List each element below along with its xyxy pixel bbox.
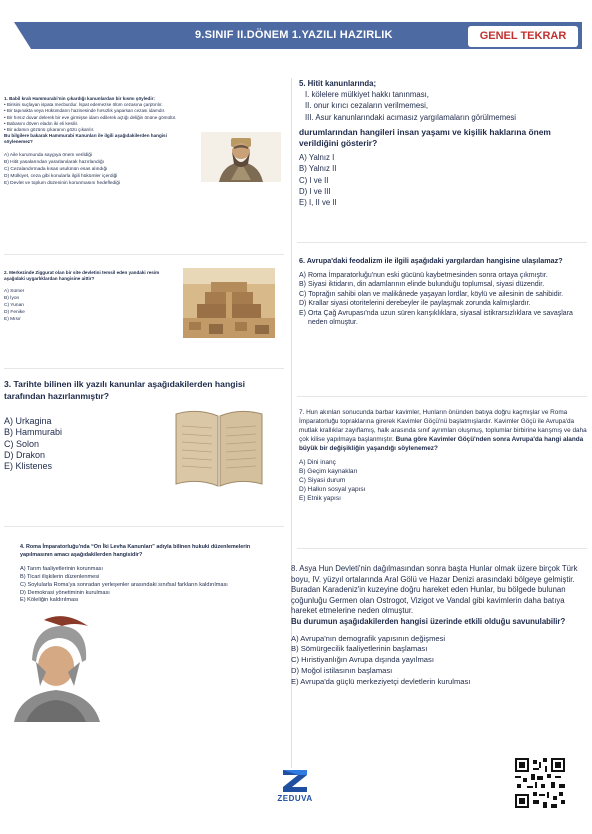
- option-d[interactable]: D) I ve III: [299, 186, 331, 196]
- q6-options: [299, 271, 585, 327]
- option-c[interactable]: C) Yunan: [4, 303, 24, 309]
- q1-question: Bu bilgilere bakarak Hammurabi Kanunları ile ilgili aşağıdakilerden hangisi söylenemez?: [4, 133, 167, 145]
- option-b[interactable]: B) Geçim kaynakları: [299, 467, 358, 475]
- option-a[interactable]: A) Aile kurumunda saygıya önem verildiği: [4, 152, 92, 158]
- list-item: • Bir hırsız duvar delerek bir eve girmişse idam edilerek açtığı deliğin önüne gömülür.: [4, 115, 190, 121]
- list-item: II. onur kırıcı cezaların verilmemesi,: [305, 101, 429, 111]
- hammurabi-illustration: [201, 132, 281, 182]
- option-a[interactable]: A) Avrupa'nın demografik yapısının değişmesi: [291, 633, 446, 643]
- divider: [4, 254, 284, 255]
- option-e[interactable]: E) Köleliğin kaldırılması: [20, 597, 79, 604]
- option-b[interactable]: B) Yalnız II: [299, 164, 337, 174]
- q3-options: [4, 416, 62, 472]
- q7-stem: [299, 408, 587, 453]
- option-b[interactable]: B) Hammurabi: [4, 427, 63, 438]
- genel-tekrar-badge: GENEL TEKRAR: [468, 26, 578, 47]
- option-d[interactable]: D) Drakon: [4, 449, 46, 460]
- q3-stem: 3. Tarihte bilinen ilk yazılı kanunlar aşağıdakilerden hangisi tarafından hazırlanmıştır?: [4, 379, 246, 401]
- option-b[interactable]: B) Hitit yasalarından yararlanılarak hazırlandığı: [4, 159, 104, 165]
- option-c[interactable]: C) I ve II: [299, 175, 329, 185]
- zeduva-logo-icon: [280, 768, 310, 794]
- option-d[interactable]: D) Moğol istilasının başlaması: [291, 665, 393, 675]
- option-d[interactable]: D) Krallar siyasi otoritelerini derebeyler ile paylaşmak zorunda kalmışlardır.: [299, 300, 531, 308]
- q8-question: Bu durumun aşağıdakilerden hangisi üzerinde etkili olduğu savunulabilir?: [291, 616, 566, 626]
- q7-question: Buna göre Kavimler Göçü'nden sonra Avrupa'da hangi alanda büyük bir değişikliğin yaşandığı söylenemez?: [299, 436, 584, 452]
- option-d[interactable]: D) Fenike: [4, 310, 25, 316]
- q5-items: [299, 89, 587, 123]
- list-item: • Babasını döven eladın iki eli kesilir.: [4, 121, 190, 127]
- q4-options: [20, 566, 270, 605]
- q7-passage: 7. Hun akınları sonucunda barbar kavimler, Hunların önünden batıya doğru kaçmışlar ve Roma İmparatorluğu topraklarına girerek Kavimler Göçü'nü başlatmışlardır. Kavimler Göçü ile Avrupa'da mutlak krallıklar zayıflamış, halk arasında sınıf ayrımları oluşmuş, toplumlar birbirine karışmış ve daha çok kilise yapılmaya başlanmıştır.: [299, 409, 587, 443]
- q7-options: [299, 459, 587, 504]
- divider: [297, 548, 587, 549]
- question-1: [4, 96, 190, 187]
- roman-soldier-illustration: [4, 612, 110, 722]
- option-a[interactable]: A) Sümer: [4, 289, 25, 295]
- option-c[interactable]: C) Solon: [4, 438, 40, 449]
- option-a[interactable]: A) Yalnız I: [299, 153, 335, 163]
- option-b[interactable]: B) Ticari ilişkilerin düzenlenmesi: [20, 573, 100, 580]
- question-7: [299, 408, 587, 504]
- list-item: I. kölelere mülkiyet hakkı tanınması,: [305, 90, 429, 100]
- q2-options: [4, 288, 172, 323]
- list-item: III. Asur kanunlarındaki acımasız yargılamaların görülmemesi: [305, 112, 517, 122]
- q1-bullets: [4, 102, 190, 133]
- option-a[interactable]: A) Urkagina: [4, 416, 52, 426]
- option-e[interactable]: E) Devlet ve toplum düzeninin korunmasını hedeflediği: [4, 180, 120, 186]
- divider: [297, 242, 587, 243]
- option-e[interactable]: E) I, II ve II: [299, 198, 337, 208]
- option-c[interactable]: C) Hıristiyanlığın Avrupa dışında yayılması: [291, 655, 434, 665]
- option-d[interactable]: D) Demokrasi yönetiminin kurulması: [20, 589, 110, 596]
- option-e[interactable]: E) Klistenes: [4, 461, 53, 472]
- brand-name: ZEDUVA: [277, 794, 313, 803]
- option-b[interactable]: B) Sömürgecilik faaliyetlerinin başlaması: [291, 644, 428, 654]
- option-c[interactable]: C) Toprağın sahibi olan ve malikânede yaşayan lordlar, köylü ve ailesinin de sahibidir.: [299, 290, 564, 298]
- divider: [4, 368, 284, 369]
- list-item: • Bir adamın gözünü çıkaranın gözü çıkarılır.: [4, 127, 190, 133]
- question-8: [291, 564, 589, 688]
- page-title: 9.SINIF II.DÖNEM 1.YAZILI HAZIRLIK: [195, 29, 393, 41]
- option-e[interactable]: E) Etnik yapısı: [299, 494, 341, 502]
- option-c[interactable]: C) Cezalandırmada kısas usulünün esas alındığı: [4, 166, 108, 172]
- ziggurat-city-illustration: [183, 268, 275, 338]
- option-d[interactable]: D) Mülkiyet, ceza gibi konularla ilgili hükümler içerdiği: [4, 173, 118, 179]
- option-a[interactable]: A) Tarım faaliyetlerinin korunması: [20, 566, 103, 573]
- qr-code-icon[interactable]: [515, 758, 565, 808]
- q8-options: [291, 634, 589, 688]
- q5-question: durumlarından hangileri insan yaşamı ve kişilik haklarına önem verildiğini gösterir?: [299, 126, 551, 149]
- option-e[interactable]: E) Mısır: [4, 317, 21, 323]
- q8-passage: 8. Asya Hun Devleti'nin dağılmasından sonra başta Hunlar olmak üzere birçok Türk boyu, IV. yüzyıl ortalarında Aral Gölü ve Hazar Denizi arasındaki bölgeye gelmiştir. Buradan Karadeniz'in kuzeyine doğru hareket eden Hunlar, bu bölgede bulunan çoğunluğu Germen olan Ostrogot, Vizigot ve Vandal gibi kavimlerin daha batıya hareket etmelerine neden olmuştur.: [291, 564, 578, 616]
- q2-stem: 2. Merkezinde Ziggurat olan bir site devletini temsil eden yandaki resim aşağıdaki uygarlıklardan hangisine aittir?: [4, 270, 160, 282]
- divider: [4, 526, 284, 527]
- option-a[interactable]: A) Dini inanç: [299, 459, 336, 466]
- q5-stem: 5. Hitit kanunlarında;: [299, 79, 377, 88]
- option-d[interactable]: D) Halkın sosyal yapısı: [299, 485, 366, 493]
- question-6: [299, 256, 585, 327]
- q1-options: [4, 152, 190, 187]
- q5-options: [299, 152, 587, 208]
- q1-stem: 1. Babil kralı Hammurabi'nin çıkardığı kanunlardan bir kısmı şöyledir:: [4, 96, 155, 101]
- list-item: • Birisini suçlayan ispata mecburdur. İspat edemezse ölüm cezasına çarptırılır.: [4, 102, 190, 108]
- option-c[interactable]: C) Siyasi durum: [299, 476, 346, 484]
- divider: [297, 396, 587, 397]
- q6-stem: 6. Avrupa'daki feodalizm ile ilgili aşağıdaki yargılardan hangisine ulaşılamaz?: [299, 256, 563, 265]
- question-2: [4, 270, 172, 323]
- option-b[interactable]: B) Siyasi iktidarın, din adamlarının elinde bulunduğu toplumsal, siyasi düzendir.: [299, 281, 545, 289]
- option-c[interactable]: C) Soylularla Roma'ya sonradan yerleşenler arasındaki sınıfsal farkların kaldırılması: [20, 581, 228, 588]
- question-4: [20, 544, 270, 605]
- question-5: [299, 78, 587, 208]
- question-3: [4, 379, 274, 402]
- option-a[interactable]: A) Roma İmparatorluğu'nun eski gücünü kaybetmesinden sonra ortaya çıkmıştır.: [299, 272, 548, 279]
- option-e[interactable]: E) Avrupa'da güçlü merkeziyetçi devletlerin kurulması: [291, 676, 471, 686]
- q4-stem: 4. Roma İmparatorluğu'nda “On İki Levha Kanunları” adıyla bilinen hukuki düzenlemelerin yapılmasının amacı aşağıdakilerden hangisidir?: [20, 544, 251, 558]
- option-b[interactable]: B) İyon: [4, 296, 20, 302]
- list-item: • Bir tapınakta veya Hükümdarın hazinesinde hırsızlık yaparsan cezası idamdır.: [4, 108, 190, 114]
- open-book-illustration: [168, 406, 270, 492]
- option-e[interactable]: E) Orta Çağ Avrupası'nda uzun süren karışıklıklara, siyasal istikrarsızlıklara ve savaşlara neden olmuştur.: [299, 309, 573, 327]
